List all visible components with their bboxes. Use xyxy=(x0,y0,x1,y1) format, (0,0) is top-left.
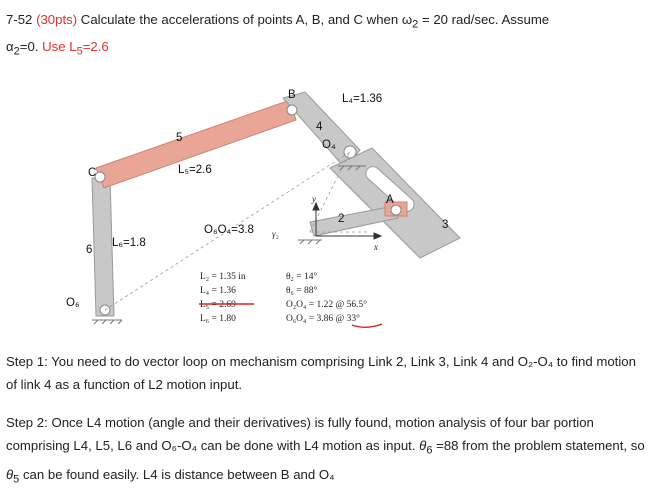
annotation-l5: L₅=2.6 xyxy=(178,164,212,176)
link-number-2: 2 xyxy=(338,213,345,225)
annotation-o6o4: O₆O₄=3.8 xyxy=(204,224,254,236)
problem-text-a: Calculate the accelerations of points A, B, and C when ω xyxy=(77,12,413,27)
theta5-subscript: 5 xyxy=(13,473,20,486)
link-6 xyxy=(92,178,114,316)
step-2 xyxy=(6,411,646,491)
annotation-l6: L₆=1.8 xyxy=(112,237,146,249)
theta6-subscript: 6 xyxy=(426,444,433,457)
label-gamma2: γ₂ xyxy=(272,229,279,239)
step2-part2: =88 from the problem statement, so xyxy=(432,438,645,453)
link-number-6: 6 xyxy=(86,244,93,256)
table-right-2: O₂O₄ = 1.22 @ 56.5° xyxy=(286,300,368,310)
link-number-5: 5 xyxy=(176,132,183,144)
step2-part3: can be found easily. L4 is distance between B and O₄ xyxy=(19,466,335,482)
joint-a xyxy=(391,205,401,215)
joint-c xyxy=(95,172,105,182)
link-number-4: 4 xyxy=(316,121,323,133)
label-a: A xyxy=(386,194,394,206)
use-l5-note: Use $L_5=2.6$ xyxy=(42,38,109,58)
theta5-symbol: θ xyxy=(6,466,14,482)
table-right-0: θ₂ = 14° xyxy=(286,272,318,282)
label-c: C xyxy=(88,167,97,179)
table-left-3: L₆ = 1.80 xyxy=(200,314,236,324)
problem-number: 7-52 xyxy=(6,12,33,27)
table-left-2: L₅ = 2.69 xyxy=(200,300,236,310)
label-o6: O₆ xyxy=(66,297,80,309)
label-o4: O₄ xyxy=(322,139,336,151)
link-number-3: 3 xyxy=(442,219,449,231)
theta6-symbol: θ xyxy=(419,438,427,453)
omega-subscript: 2 xyxy=(412,18,419,31)
table-left-1: L₄ = 1.36 xyxy=(200,286,236,296)
problem-text-b: = 20 rad/sec. Assume xyxy=(418,12,550,27)
table-left-0: L₂ = 1.35 in xyxy=(200,272,246,282)
label-x: x xyxy=(374,242,378,252)
annotation-l4: L₄=1.36 xyxy=(342,93,383,105)
table-right-3: O₆O₄ = 3.86 @ 33° xyxy=(286,314,360,324)
table-right-1: θ₆ = 88° xyxy=(286,286,318,296)
pivot-o4 xyxy=(344,146,356,158)
underline-33 xyxy=(352,324,382,327)
joint-b xyxy=(287,105,297,115)
alpha-text: =0. xyxy=(19,38,43,54)
step2-part1: Step 2: Once L4 motion (angle and their derivatives) is fully found, motion analysis of four bar portion comprising L4, L5, L6 and O₆-O₄ can be done with L4 motion as input. xyxy=(6,415,594,453)
label-y: y xyxy=(312,194,316,204)
label-b: B xyxy=(288,89,296,101)
problem-points: (30pts) xyxy=(36,12,78,27)
alpha-symbol: α xyxy=(6,38,14,54)
alpha-subscript: 2 xyxy=(13,45,20,58)
step-1: Step 1: You need to do vector loop on mechanism comprising Link 2, Link 3, Link 4 and O₂-O₄ to find motion of link 4 as a function of L2 motion input. xyxy=(6,354,636,392)
